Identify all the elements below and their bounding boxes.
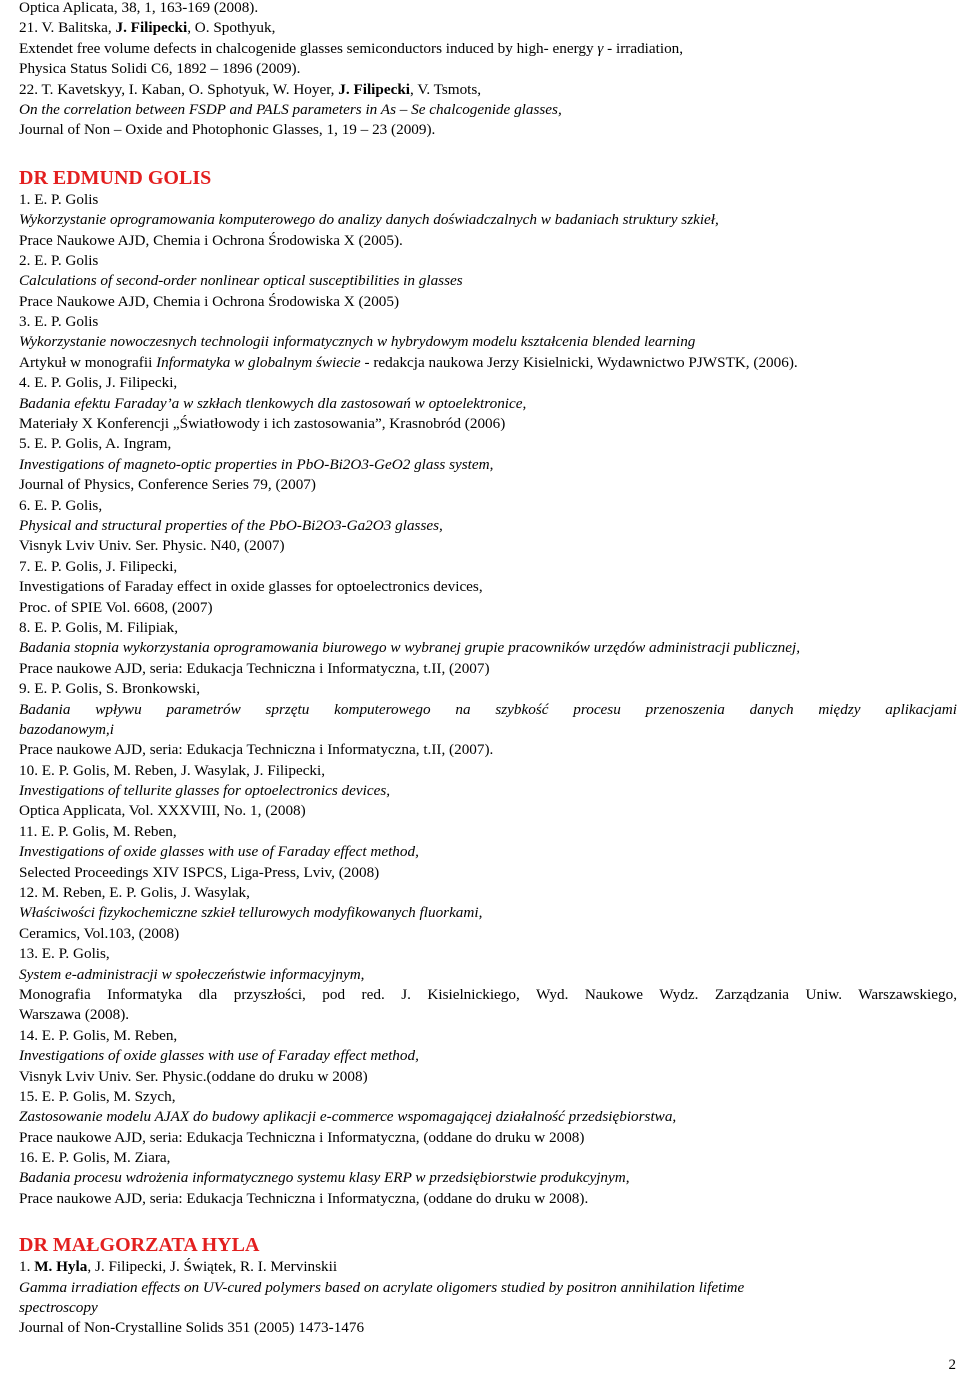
golis-entry-8-authors: 8. E. P. Golis, M. Filipiak, bbox=[19, 618, 179, 636]
authors-text: 21. V. Balitska, bbox=[19, 19, 116, 37]
golis-entry-14-title: Investigations of oxide glasses with use of Faraday effect method, bbox=[19, 1047, 419, 1065]
golis-entry-6-authors: 6. E. P. Golis, bbox=[19, 496, 103, 514]
authors-text: 22. T. Kavetskyy, I. Kaban, O. Sphotyuk, W. Hoyer, bbox=[19, 80, 339, 98]
golis-entry-9-title: Badania wpływu parametrów sprzętu komputerowego na szybkość procesu przenoszenia danych między aplikacjami bbox=[19, 700, 957, 718]
golis-entry-5-source: Journal of Physics, Conference Series 79, (2007) bbox=[19, 476, 316, 494]
golis-entry-6-title: Physical and structural properties of the PbO-Bi2O3-Ga2O3 glasses, bbox=[19, 516, 443, 534]
golis-entry-7-title: Investigations of Faraday effect in oxide glasses for optoelectronics devices, bbox=[19, 578, 483, 596]
hyla-entry-1-title-cont: spectroscopy bbox=[19, 1299, 98, 1317]
golis-entry-4-authors: 4. E. P. Golis, J. Filipecki, bbox=[19, 374, 178, 392]
authors-text: , O. Spothyuk, bbox=[187, 19, 276, 37]
continued-source: Optica Aplicata, 38, 1, 163-169 (2008). bbox=[19, 0, 259, 16]
golis-entry-10-source: Optica Applicata, Vol. XXXVIII, No. 1, (2008) bbox=[19, 802, 306, 820]
gamma-symbol: γ bbox=[597, 39, 604, 57]
section-heading-golis: DR EDMUND GOLIS bbox=[19, 166, 212, 189]
golis-entry-1-source: Prace Naukowe AJD, Chemia i Ochrona Środowiska X (2005). bbox=[19, 231, 403, 249]
authors-text: , V. Tsmots, bbox=[410, 80, 482, 98]
golis-entry-5-title: Investigations of magneto-optic properties in PbO-Bi2O3-GeO2 glass system, bbox=[19, 455, 494, 473]
golis-entry-13-authors: 13. E. P. Golis, bbox=[19, 945, 110, 963]
golis-entry-16-authors: 16. E. P. Golis, M. Ziara, bbox=[19, 1149, 171, 1167]
golis-entry-9-authors: 9. E. P. Golis, S. Bronkowski, bbox=[19, 680, 201, 698]
golis-entry-8-title: Badania stopnia wykorzystania oprogramowania biurowego w wybranej grupie pracowników urzędów administracji publicznej, bbox=[19, 639, 801, 657]
source-text: - redakcja naukowa Jerzy Kisielnicki, Wydawnictwo PJWSTK, (2006). bbox=[360, 353, 798, 371]
hyla-entry-1-authors bbox=[19, 1257, 957, 1277]
section-heading-hyla: DR MAŁGORZATA HYLA bbox=[19, 1234, 260, 1257]
golis-entry-13-title: System e-administracji w społeczeństwie informacyjnym, bbox=[19, 965, 365, 983]
authors-text: 1. bbox=[19, 1258, 35, 1276]
golis-entry-11-authors: 11. E. P. Golis, M. Reben, bbox=[19, 822, 177, 840]
golis-entry-3-source bbox=[19, 353, 957, 373]
golis-entry-15-title: Zastosowanie modelu AJAX do budowy aplikacji e-commerce wspomagającej działalność przedsiębiorstwa, bbox=[19, 1108, 677, 1126]
golis-entry-16-title: Badania procesu wdrożenia informatycznego systemu klasy ERP w przedsiębiorstwie produkcyjnym, bbox=[19, 1169, 630, 1187]
golis-entry-10-authors: 10. E. P. Golis, M. Reben, J. Wasylak, J. Filipecki, bbox=[19, 761, 326, 779]
source-text: Artykuł w monografii bbox=[19, 353, 157, 371]
entry-22-title: On the correlation between FSDP and PALS parameters in As – Se chalcogenide glasses, bbox=[19, 100, 562, 118]
golis-entry-11-source: Selected Proceedings XIV ISPCS, Liga-Press, Lviv, (2008) bbox=[19, 863, 380, 881]
title-text: Extendet free volume defects in chalcogenide glasses semiconductors induced by high- energy bbox=[19, 39, 598, 57]
golis-entry-3-authors: 3. E. P. Golis bbox=[19, 313, 99, 331]
golis-entry-14-authors: 14. E. P. Golis, M. Reben, bbox=[19, 1026, 178, 1044]
golis-entry-9-source: Prace naukowe AJD, seria: Edukacja Techniczna i Informatyczna, t.II, (2007). bbox=[19, 741, 494, 759]
golis-entry-2-source: Prace Naukowe AJD, Chemia i Ochrona Środowiska X (2005) bbox=[19, 292, 400, 310]
golis-entry-4-title: Badania efektu Faraday’a w szkłach tlenkowych dla zastosowań w optoelektronice, bbox=[19, 394, 527, 412]
golis-entry-9-title-cont: bazodanowym,i bbox=[19, 720, 114, 738]
hyla-entry-1-source: Journal of Non-Crystalline Solids 351 (2005) 1473-1476 bbox=[19, 1319, 365, 1337]
golis-entry-14-source: Visnyk Lviv Univ. Ser. Physic.(oddane do druku w 2008) bbox=[19, 1067, 368, 1085]
highlighted-author: J. Filipecki bbox=[338, 80, 410, 98]
golis-entry-4-source: Materiały X Konferencji „Światłowody i ich zastosowania”, Krasnobród (2006) bbox=[19, 415, 506, 433]
golis-entry-12-title: Właściwości fizykochemiczne szkieł tellurowych modyfikowanych fluorkami, bbox=[19, 904, 483, 922]
golis-entry-7-authors: 7. E. P. Golis, J. Filipecki, bbox=[19, 557, 178, 575]
golis-entry-13-source-cont: Warszawa (2008). bbox=[19, 1006, 130, 1024]
golis-entry-11-title: Investigations of oxide glasses with use of Faraday effect method, bbox=[19, 843, 419, 861]
golis-entry-5-authors: 5. E. P. Golis, A. Ingram, bbox=[19, 435, 172, 453]
highlighted-author: M. Hyla bbox=[34, 1258, 88, 1276]
title-text: - irradiation, bbox=[603, 39, 684, 57]
entry-21-authors bbox=[19, 18, 957, 38]
authors-text: , J. Filipecki, J. Świątek, R. I. Mervinskii bbox=[87, 1258, 338, 1276]
entry-21-source: Physica Status Solidi C6, 1892 – 1896 (2009). bbox=[19, 60, 301, 78]
entry-22-source: Journal of Non – Oxide and Photophonic Glasses, 1, 19 – 23 (2009). bbox=[19, 121, 436, 139]
hyla-entry-1-title: Gamma irradiation effects on UV-cured polymers based on acrylate oligomers studied by positron annihilation lifetime bbox=[19, 1278, 745, 1296]
document-page bbox=[19, 0, 957, 1339]
golis-entry-3-title: Wykorzystanie nowoczesnych technologii informatycznych w hybrydowym modelu kształcenia blended learning bbox=[19, 333, 696, 351]
golis-entry-1-title: Wykorzystanie oprogramowania komputerowego do analizy danych doświadczalnych w badaniach struktury szkieł, bbox=[19, 211, 719, 229]
page-number: 2 bbox=[948, 1357, 956, 1373]
entry-21-title bbox=[19, 39, 957, 59]
golis-entry-8-source: Prace naukowe AJD, seria: Edukacja Techniczna i Informatyczna, t.II, (2007) bbox=[19, 659, 490, 677]
golis-entry-2-authors: 2. E. P. Golis bbox=[19, 251, 99, 269]
entry-22-authors bbox=[19, 80, 957, 100]
highlighted-author: J. Filipecki bbox=[115, 19, 188, 37]
golis-entry-1-authors: 1. E. P. Golis bbox=[19, 190, 99, 208]
golis-entry-15-source: Prace naukowe AJD, seria: Edukacja Techniczna i Informatyczna, (oddane do druku w 2008) bbox=[19, 1128, 585, 1146]
golis-entry-13-source: Monografia Informatyka dla przyszłości, pod red. J. Kisielnickiego, Wyd. Naukowe Wydz. Zarządzania Uniw. Warszawskiego, bbox=[19, 985, 957, 1003]
monograph-title: Informatyka w globalnym świecie bbox=[156, 353, 361, 371]
golis-entry-12-source: Ceramics, Vol.103, (2008) bbox=[19, 924, 180, 942]
golis-entry-6-source: Visnyk Lviv Univ. Ser. Physic. N40, (2007) bbox=[19, 537, 285, 555]
golis-entry-2-title: Calculations of second-order nonlinear optical susceptibilities in glasses bbox=[19, 272, 463, 290]
golis-entry-16-source: Prace naukowe AJD, seria: Edukacja Techniczna i Informatyczna, (oddane do druku w 2008). bbox=[19, 1189, 589, 1207]
golis-entry-10-title: Investigations of tellurite glasses for optoelectronics devices, bbox=[19, 782, 391, 800]
golis-entry-7-source: Proc. of SPIE Vol. 6608, (2007) bbox=[19, 598, 213, 616]
golis-entry-15-authors: 15. E. P. Golis, M. Szych, bbox=[19, 1087, 176, 1105]
golis-entry-12-authors: 12. M. Reben, E. P. Golis, J. Wasylak, bbox=[19, 884, 250, 902]
